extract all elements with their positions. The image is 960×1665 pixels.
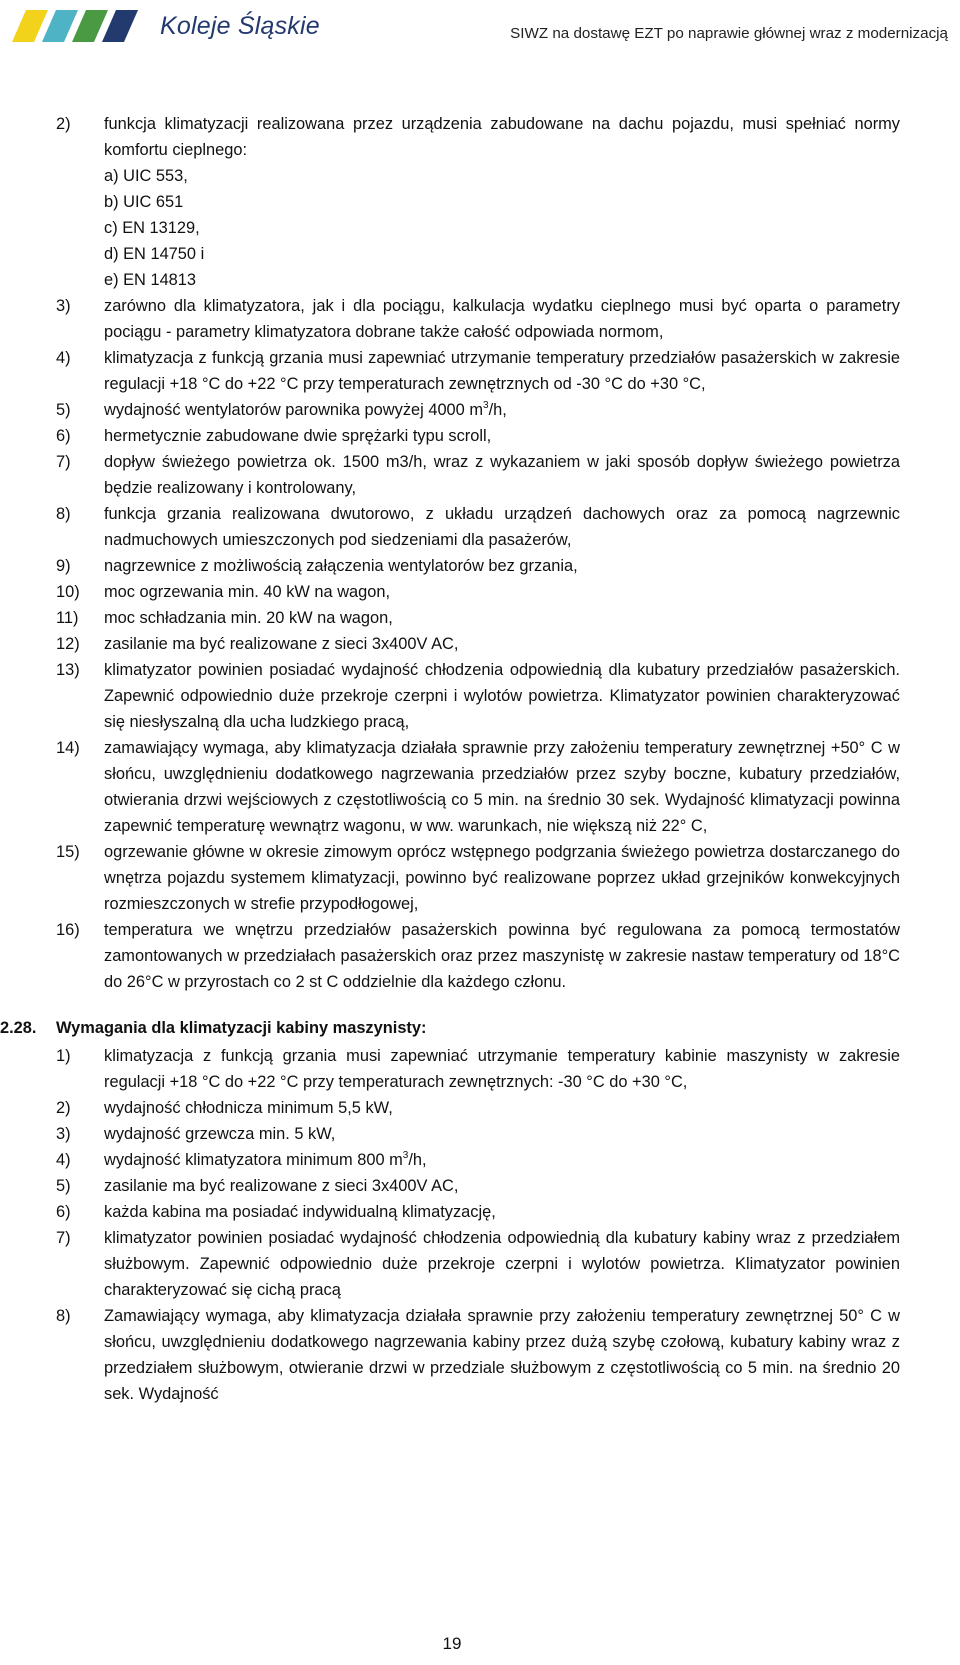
list-item-text <box>104 1147 900 1173</box>
list-item-text <box>104 605 900 631</box>
list-item-text-main: moc ogrzewania min. 40 kW na wagon, <box>104 583 391 601</box>
list-item-text-main: wydajność chłodnicza minimum 5,5 kW, <box>104 1099 393 1117</box>
logo-stripe-navy <box>102 10 138 42</box>
list-item <box>0 1303 900 1407</box>
list-item <box>0 553 900 579</box>
list-item <box>0 1173 900 1199</box>
list-item <box>0 1043 900 1095</box>
list-item-text <box>104 631 900 657</box>
list-item <box>0 1199 900 1225</box>
list-item-text-main: Zamawiający wymaga, aby klimatyzacja działała sprawnie przy założeniu temperatury zewnętrznej 50° C w słońcu, uwzględnieniu dodatkowego nagrzewania kabiny przez dużą szybę czołową, kubatury kabiny wraz z przedziałem służbowym, otwieranie drzwi w przedziale służbowym z częstotliwością co 5 min. na średnio 20 sek. Wydajność <box>104 1307 900 1403</box>
section-number: 2.28. <box>0 1019 37 1037</box>
list-item-text-main: klimatyzacja z funkcją grzania musi zapewniać utrzymanie temperatury przedziałów pasażerskich w zakresie regulacji +18 °C do +22 °C przy temperaturach zewnętrznych od -30 °C do +30 °C, <box>104 349 900 393</box>
logo-stripe-green <box>72 10 108 42</box>
section-title: Wymagania dla klimatyzacji kabiny maszynisty: <box>56 1019 427 1037</box>
list-item-number: 3) <box>56 1125 71 1143</box>
list-item-text <box>104 579 900 605</box>
list-item <box>0 657 900 735</box>
list-item-text-main: zasilanie ma być realizowane z sieci 3x400V AC, <box>104 1177 459 1195</box>
list-item-number: 8) <box>56 505 71 523</box>
list-item <box>0 735 900 839</box>
list-item <box>0 605 900 631</box>
list-item-text-main: klimatyzator powinien posiadać wydajność chłodzenia odpowiednią dla kubatury kabiny wraz z przedziałem służbowym. Zapewnić odpowiednio duże przekroje czerpni i wylotów powietrza. Klimatyzator powinien charakteryzować się cichą pracą <box>104 1229 900 1299</box>
ac-requirements-list <box>0 111 960 995</box>
list-item-text <box>104 1199 900 1225</box>
list-item-text-suffix: /h, <box>408 1151 427 1169</box>
sub-list-item: a) UIC 553, <box>104 167 188 185</box>
list-item-text <box>104 423 900 449</box>
logo-wordmark: Koleje Śląskie <box>160 12 320 40</box>
list-item-number: 12) <box>56 635 80 653</box>
list-item <box>0 423 900 449</box>
list-item-text-suffix: /h, <box>488 401 507 419</box>
list-item-text <box>104 657 900 735</box>
list-item-text <box>104 735 900 839</box>
page-header <box>0 0 960 60</box>
list-item-text-main: temperatura we wnętrzu przedziałów pasażerskich powinna być regulowana za pomocą termostatów zamontowanych w przedziałach pasażerskich oraz przez maszynistę w zakresie nastaw temperatury od 18°C do 26°C w przyrostach co 2 st C oddzielnie dla każdego członu. <box>104 921 900 991</box>
sub-list-item: e) EN 14813 <box>104 271 197 289</box>
list-item-text <box>104 501 900 553</box>
list-item-text-main: hermetycznie zabudowane dwie sprężarki typu scroll, <box>104 427 492 445</box>
list-item-text <box>104 1043 900 1095</box>
unit-superscript: 3 <box>483 400 489 411</box>
list-item-text-main: dopływ świeżego powietrza ok. 1500 m3/h, wraz z wykazaniem w jaki sposób dopływ świeżego powietrza będzie realizowany i kontrolowany, <box>104 453 900 497</box>
list-item-number: 11) <box>56 609 79 627</box>
list-item-text <box>104 1095 900 1121</box>
koleje-slaskie-logo <box>12 6 320 46</box>
list-item <box>0 1121 900 1147</box>
list-item-number: 14) <box>56 739 80 757</box>
list-item-number: 4) <box>56 349 71 367</box>
list-item <box>0 839 900 917</box>
cab-ac-requirements-list <box>0 1043 960 1407</box>
list-item <box>0 1225 900 1303</box>
list-item-text-main: klimatyzacja z funkcją grzania musi zapewniać utrzymanie temperatury kabinie maszynisty w zakresie regulacji +18 °C do +22 °C przy temperaturach zewnętrznych: -30 °C do +30 °C, <box>104 1047 900 1091</box>
list-item-number: 7) <box>56 1229 71 1247</box>
list-item <box>0 345 900 397</box>
list-item-text-main: każda kabina ma posiadać indywidualną klimatyzację, <box>104 1203 496 1221</box>
list-item-text <box>104 1121 900 1147</box>
list-item-text <box>104 839 900 917</box>
list-item-number: 6) <box>56 427 71 445</box>
list-item-text <box>104 111 900 163</box>
list-item-text-main: funkcja klimatyzacji realizowana przez urządzenia zabudowane na dachu pojazdu, musi spełniać normy komfortu cieplnego: <box>104 115 900 159</box>
list-item <box>0 111 900 163</box>
list-item-number: 15) <box>56 843 80 861</box>
list-item-number: 2) <box>56 1099 71 1117</box>
list-item-text <box>104 449 900 501</box>
list-item-text <box>104 553 900 579</box>
list-item <box>0 449 900 501</box>
list-item-text-main: zasilanie ma być realizowane z sieci 3x400V AC, <box>104 635 459 653</box>
list-item-text-main: zamawiający wymaga, aby klimatyzacja działała sprawnie przy założeniu temperatury zewnętrznej +50° C w słońcu, uwzględnieniu dodatkowego nagrzewania przedziałów przez szyby boczne, kubatury przedziałów, otwierania drzwi wejściowych z częstotliwością co 5 min. na średnio 30 sek. Wydajność klimatyzacji powinna zapewnić temperaturę wewnątrz wagonu, w ww. warunkach, nie większą niż 22° C, <box>104 739 900 835</box>
list-item <box>0 631 900 657</box>
list-item-number: 3) <box>56 297 71 315</box>
list-item <box>0 917 900 995</box>
list-item <box>0 501 900 553</box>
list-item-text <box>104 917 900 995</box>
document-body <box>0 111 960 1407</box>
list-item-text-main: wydajność grzewcza min. 5 kW, <box>104 1125 336 1143</box>
sub-list-item: b) UIC 651 <box>104 193 184 211</box>
unit-superscript: 3 <box>402 1150 409 1161</box>
section-heading <box>0 1015 960 1041</box>
list-item-text <box>104 345 900 397</box>
logo-stripe-yellow <box>12 10 48 42</box>
list-item-text-main: ogrzewanie główne w okresie zimowym oprócz wstępnego podgrzania świeżego powietrza dostarczanego do wnętrza pojazdu systemem klimatyzacji, powinno być realizowane poprzez układ grzejników konwekcyjnych rozmieszczonych w strefie przypodłogowej, <box>104 843 900 913</box>
list-item-text-main: wydajność wentylatorów parownika powyżej 4000 m <box>104 401 483 419</box>
list-item <box>0 397 900 423</box>
sub-list-item: c) EN 13129, <box>104 219 200 237</box>
list-item-number: 16) <box>56 921 80 939</box>
list-item-number: 10) <box>56 583 80 601</box>
list-item-number: 9) <box>56 557 71 575</box>
list-item <box>0 1095 900 1121</box>
list-item-number: 5) <box>56 401 71 419</box>
list-item <box>0 1147 900 1173</box>
logo-stripes-icon <box>12 10 142 42</box>
sub-list-item: d) EN 14750 i <box>104 245 205 263</box>
list-item <box>0 579 900 605</box>
list-item-text <box>104 397 900 423</box>
document-header-title: SIWZ na dostawę EZT po naprawie głównej wraz z modernizacją <box>510 25 948 42</box>
list-item-text <box>104 1303 900 1407</box>
list-item-number: 6) <box>56 1203 71 1221</box>
list-item-text-main: wydajność klimatyzatora minimum 800 m <box>104 1151 403 1169</box>
list-item-text-main: klimatyzator powinien posiadać wydajność chłodzenia odpowiednią dla kubatury przedziałów pasażerskich. Zapewnić odpowiednio duże przekroje czerpni i wylotów powietrza. Klimatyzator powinien charakteryzować się niesłyszalną dla ucha ludzkiego pracą, <box>104 661 900 731</box>
list-item-text-main: funkcja grzania realizowana dwutorowo, z układu urządzeń dachowych oraz za pomocą nagrzewnic nadmuchowych umieszczonych pod siedzeniami dla pasażerów, <box>104 505 900 549</box>
list-item-number: 5) <box>56 1177 71 1195</box>
list-item-text-main: zarówno dla klimatyzatora, jak i dla pociągu, kalkulacja wydatku cieplnego musi być oparta o parametry pociągu - parametry klimatyzatora dobrane także całość odpowiada normom, <box>104 297 900 341</box>
list-item-number: 7) <box>56 453 71 471</box>
list-item-number: 2) <box>56 115 71 133</box>
page-number: 19 <box>442 1634 462 1653</box>
list-item-text <box>104 293 900 345</box>
list-item-number: 4) <box>56 1151 71 1169</box>
logo-stripe-teal <box>42 10 78 42</box>
list-item-text-main: nagrzewnice z możliwością załączenia wentylatorów bez grzania, <box>104 557 578 575</box>
list-item-text <box>104 1173 900 1199</box>
list-item-text-main: moc schładzania min. 20 kW na wagon, <box>104 609 393 627</box>
list-item-number: 13) <box>56 661 80 679</box>
list-item-text <box>104 1225 900 1303</box>
list-item <box>0 293 900 345</box>
list-item-number: 8) <box>56 1307 71 1325</box>
list-item-number: 1) <box>56 1047 71 1065</box>
